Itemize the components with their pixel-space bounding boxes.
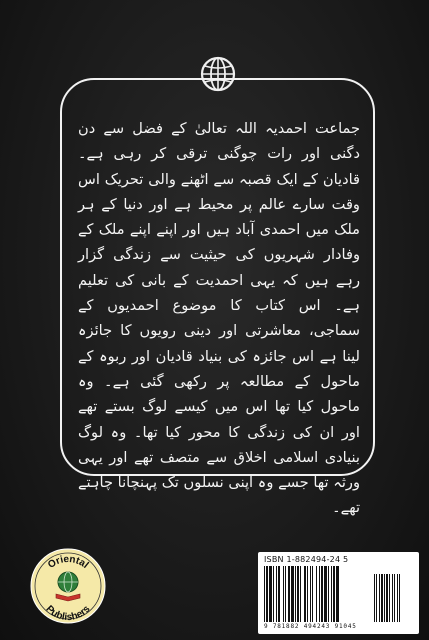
publisher-name-bottom: Publishers	[43, 603, 93, 624]
publisher-name-top: Oriental	[46, 553, 91, 571]
barcode-panel	[258, 552, 419, 634]
barcode	[264, 566, 414, 622]
isbn-label: ISBN 1-882494-24 5	[264, 555, 349, 564]
barcode-digits: 9 781882 494243 91045	[264, 623, 357, 630]
description-paragraph: جماعت احمدیہ اللہ تعالیٰ کے فضل سے دن دگنی اور رات چوگنی ترقی کر رہی ہے۔ قادیان کے ایک قصبہ سے اٹھنے والی تحریک اس وقت سارے عالم پر محیط ہے اور دنیا کے ہر ملک میں احمدی آباد ہیں اور اپنے اپنے ملک کے وفادار شہریوں کی حیثیت سے زندگی گزار رہے ہیں کہ یہی احمدیت کے بانی کی تعلیم ہے۔ اس کتاب کا موضوع احمدیوں کے سماجی، معاشرتی اور دینی رویوں کا جائزہ لینا ہے اس جائزہ کی بنیاد قادیان اور ربوہ کے ماحول کے مطالعہ پر رکھی گئی ہے۔ وہ ماحول کیا تھا اس میں کیسے لوگ بستے تھے اور ان کی زندگی کا محور کیا تھا۔ وہ لوگ بنیادی اسلامی اخلاق سے متصف تھے اور یہی ورثہ تھا جسے وہ اپنی نسلوں تک پہنچانا چاہتے تھے۔	[78, 120, 360, 517]
publisher-logo	[30, 548, 106, 624]
